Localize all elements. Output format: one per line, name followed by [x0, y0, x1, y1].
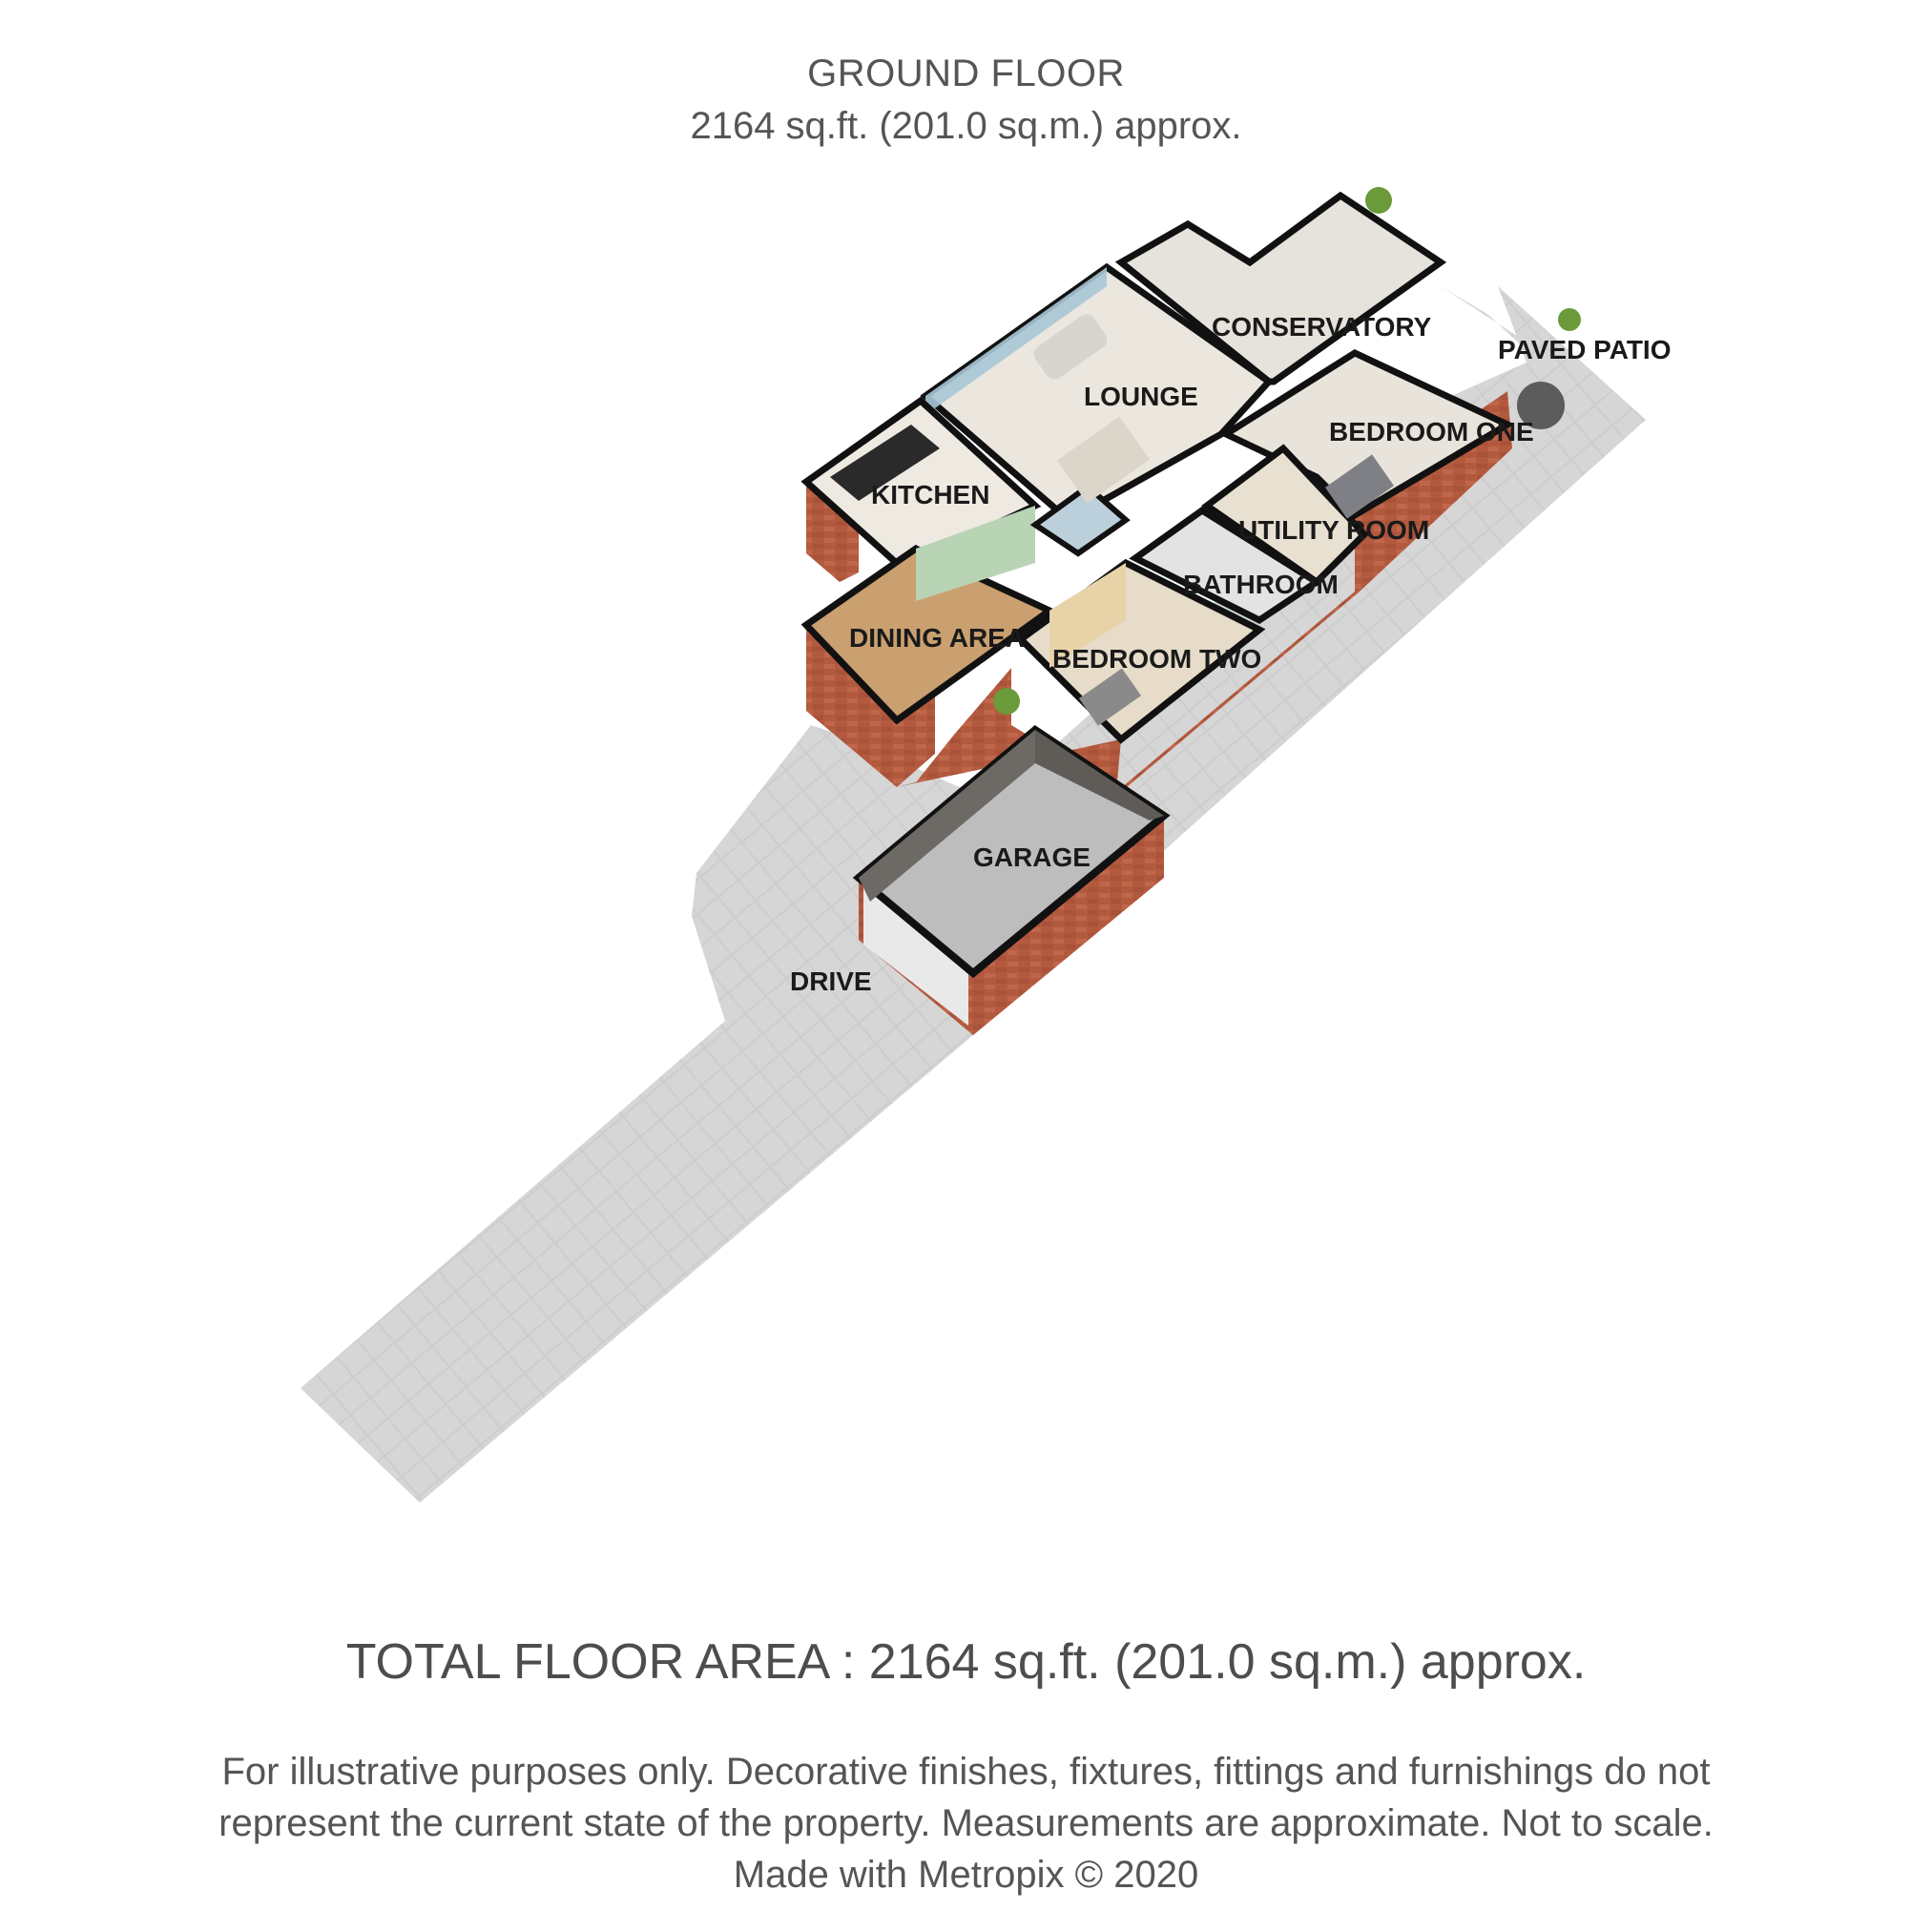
label-dining-area: DINING AREA	[849, 623, 1026, 653]
total-floor-area: TOTAL FLOOR AREA : 2164 sq.ft. (201.0 sq.m.) approx.	[345, 1634, 1587, 1690]
label-conservatory: CONSERVATORY	[1212, 312, 1432, 342]
disclaimer-line-3: Made with Metropix © 2020	[733, 1854, 1199, 1896]
label-garage: GARAGE	[973, 842, 1091, 872]
label-bedroom-two: BEDROOM TWO	[1052, 644, 1262, 674]
floor-title: GROUND FLOOR	[807, 52, 1125, 94]
disclaimer-line-1: For illustrative purposes only. Decorative finishes, fixtures, fittings and furnishings do not	[221, 1751, 1711, 1793]
label-utility-room: UTILITY ROOM	[1238, 515, 1430, 545]
label-lounge: LOUNGE	[1084, 382, 1198, 411]
plant-icon	[1558, 308, 1581, 331]
disclaimer-line-2: represent the current state of the property. Measurements are approximate. Not to scale.	[218, 1802, 1714, 1844]
label-bathroom: BATHROOM	[1183, 570, 1339, 599]
plant-icon	[993, 688, 1020, 715]
label-bedroom-one: BEDROOM ONE	[1329, 417, 1534, 447]
floor-area: 2164 sq.ft. (201.0 sq.m.) approx.	[690, 105, 1242, 147]
label-paved-patio: PAVED PATIO	[1498, 335, 1672, 364]
label-drive: DRIVE	[790, 966, 872, 996]
label-kitchen: KITCHEN	[871, 480, 990, 509]
plant-icon	[1365, 187, 1392, 214]
